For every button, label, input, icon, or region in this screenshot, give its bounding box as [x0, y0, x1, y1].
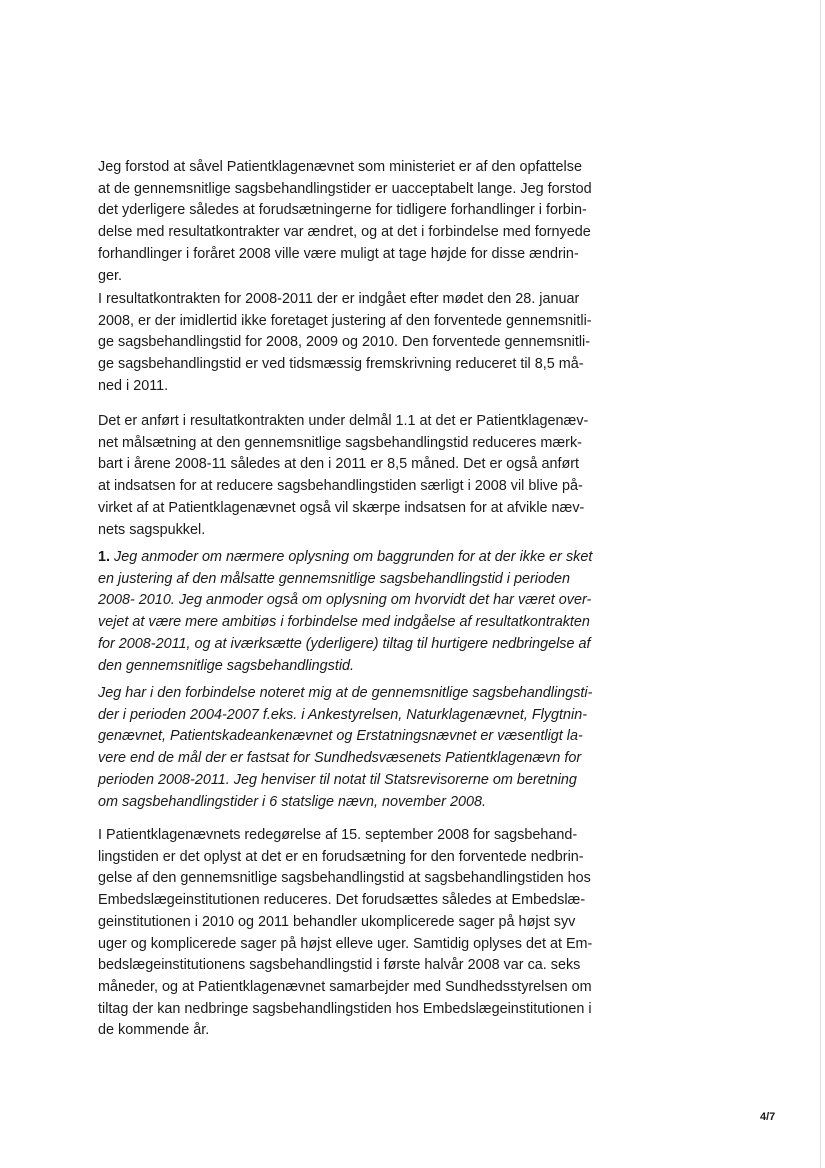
text-line: måneder, og at Patientklagenævnet samarbejder med Sundhedsstyrelsen om — [98, 978, 592, 995]
text-line: net målsætning at den gennemsnitlige sagsbehandlingstid reduceres mærk- — [98, 434, 582, 451]
text-line: for 2008-2011, og at iværksætte (yderligere) tiltag til hurtigere nedbringelse af — [98, 635, 591, 652]
text-line: at indsatsen for at reducere sagsbehandlingstiden særligt i 2008 vil blive på- — [98, 478, 583, 495]
text-line: den gennemsnitlige sagsbehandlingstid. — [98, 657, 355, 674]
text-line: 2008- 2010. Jeg anmoder også om oplysning om hvorvidt det har været over- — [98, 592, 592, 609]
text-line: perioden 2008-2011. Jeg henviser til notat til Statsrevisorerne om beretning — [98, 771, 577, 788]
text-line: Det er anført i resultatkontrakten under delmål 1.1 at det er Patientklagenæv- — [98, 413, 589, 429]
text-line: nets sagspukkel. — [98, 521, 206, 538]
paragraph — [98, 547, 598, 677]
text-line: ger. — [98, 267, 123, 284]
text-line — [98, 547, 598, 569]
text-line: Jeg har i den forbindelse noteret mig at de gennemsnitlige sagsbehandlingsti- — [98, 685, 593, 701]
text-line-content: Jeg anmoder om nærmere oplysning om baggrunden for at der ikke er sket — [110, 549, 593, 565]
text-line: det yderligere således at forudsætningerne for tidligere forhandlinger i forbin- — [98, 202, 587, 219]
text-line: genævnet, Patientskadeankenævnet og Erstatningsnævnet er væsentligt la- — [98, 728, 583, 745]
text-line: delse med resultatkontrakter var ændret, og at det i forbindelse med fornyede — [98, 224, 591, 241]
text-line: ge sagsbehandlingstid er ved tidsmæssig fremskrivning reduceret til 8,5 må- — [98, 356, 584, 373]
paragraph — [98, 683, 598, 813]
text-line: Jeg forstod at såvel Patientklagenævnet som ministeriet er af den opfattelse — [98, 159, 582, 175]
item-number: 1. — [98, 549, 111, 565]
text-line: der i perioden 2004-2007 f.eks. i Ankestyrelsen, Naturklagenævnet, Flygtnin- — [98, 706, 588, 723]
text-line: at de gennemsnitlige sagsbehandlingstider er uacceptabelt lange. Jeg forstod — [98, 180, 592, 197]
text-line: ge sagsbehandlingstid for 2008, 2009 og 2010. Den forventede gennemsnitli- — [98, 334, 591, 351]
text-line: de kommende år. — [98, 1022, 210, 1039]
text-line: I resultatkontrakten for 2008-2011 der er indgået efter mødet den 28. januar — [98, 291, 580, 307]
paragraph — [98, 289, 598, 398]
text-line: vere end de mål der er fastsat for Sundhedsvæsenets Patientklagenævn for — [98, 750, 582, 767]
text-line: 2008, er der imidlertid ikke foretaget justering af den forventede gennemsnitli- — [98, 312, 592, 329]
text-line: forhandlinger i foråret 2008 ville være muligt at tage højde for disse ændrin- — [98, 245, 579, 262]
text-line: uger og komplicerede sager på højst elleve uger. Samtidig oplyses det at Em- — [98, 935, 593, 952]
text-line: geinstitutionen i 2010 og 2011 behandler ukomplicerede sager på højst syv — [98, 913, 576, 930]
paragraph — [98, 411, 598, 541]
text-line: ned i 2011. — [98, 377, 169, 394]
text-line: bedslægeinstitutionens sagsbehandlingstid i første halvår 2008 var ca. seks — [98, 957, 581, 974]
text-line: vejet at være mere ambitiøs i forbindelse med indgåelse af resultatkontrakten — [98, 614, 590, 631]
text-line: virket af at Patientklagenævnet også vil skærpe indsatsen for at afvikle næv- — [98, 499, 585, 516]
text-line: en justering af den målsatte gennemsnitlige sagsbehandlingstid i perioden — [98, 570, 571, 587]
text-line: bart i årene 2008-11 således at den i 2011 er 8,5 måned. Det er også anført — [98, 456, 580, 473]
page-number: 4/7 — [760, 1111, 776, 1123]
text-line: I Patientklagenævnets redegørelse af 15. september 2008 for sagsbehand- — [98, 827, 578, 843]
text-line: lingstiden er det oplyst at det er en forudsætning for den forventede nedbrin- — [98, 848, 584, 865]
text-line: om sagsbehandlingstider i 6 statslige nævn, november 2008. — [98, 793, 486, 810]
text-line: tiltag der kan nedbringe sagsbehandlingstiden hos Embedslægeinstitutionen i — [98, 1000, 592, 1017]
text-line: gelse af den gennemsnitlige sagsbehandlingstid at sagsbehandlingstiden hos — [98, 870, 591, 887]
paragraph — [98, 825, 598, 1042]
paragraph — [98, 157, 598, 287]
text-line: Embedslægeinstitutionen reduceres. Det forudsættes således at Embedslæ- — [98, 892, 586, 909]
scan-edge — [820, 0, 821, 1168]
